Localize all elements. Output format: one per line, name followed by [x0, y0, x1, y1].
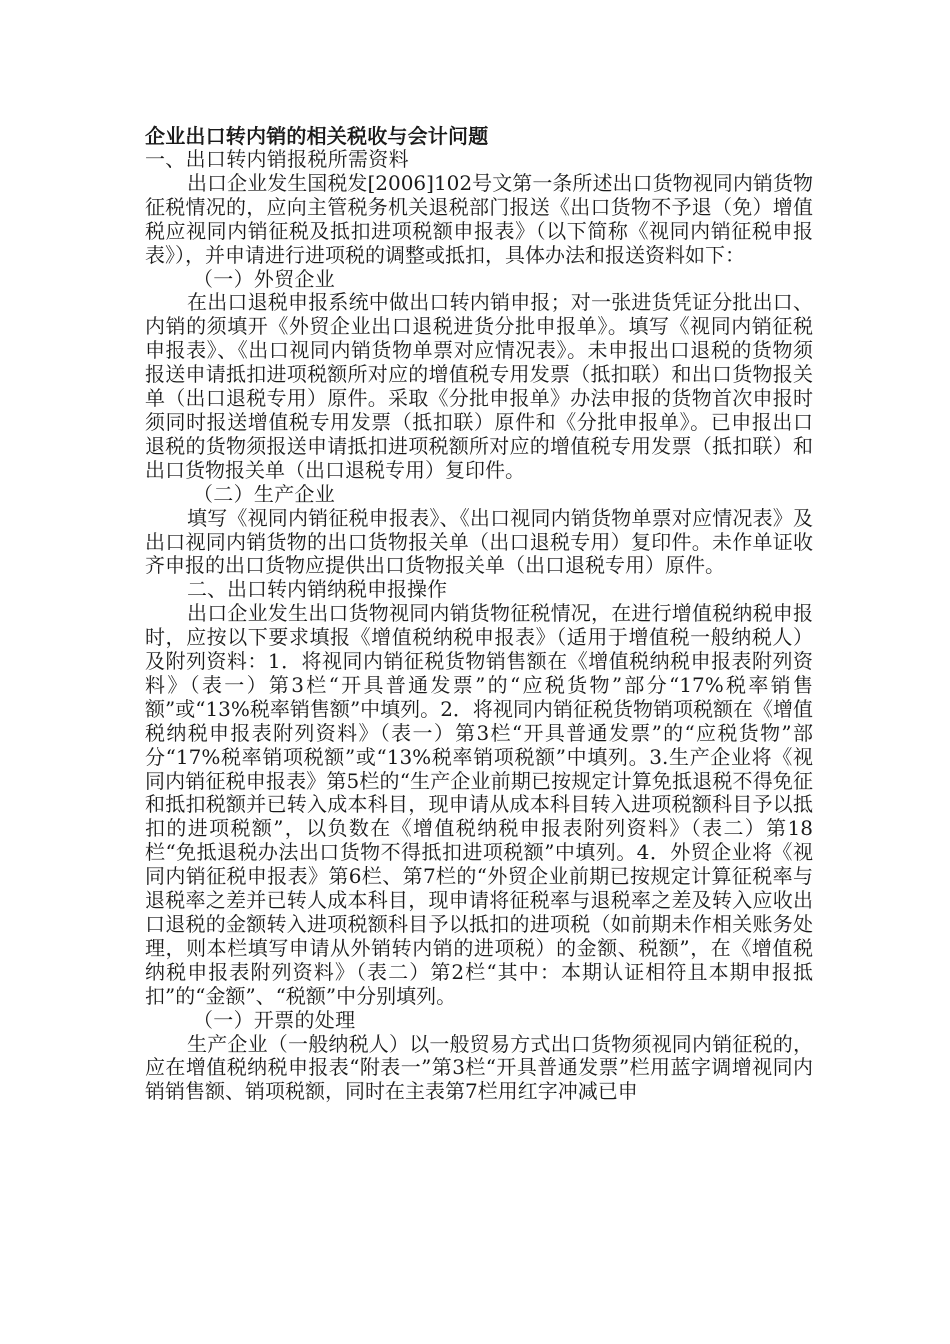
section-heading-2: 二、出口转内销纳税申报操作 [187, 577, 447, 602]
paragraph-foreign-trade: 在出口退税申报系统中做出口转内销申报；对一张进货凭证分批出口、内销的须填开《外贸企业出口退税进货分批申报单》。填写《视同内销征税申报表》、《出口视同内销货物单票对应情况表》。未申报出口退税的货物须报送申请抵扣进项税额所对应的增值税专用发票（抵扣联）和出口货物报关单（出口退税专用）原件。采取《分批申报单》办法申报的货物首次申报时须同时报送增值税专用发票（抵扣联）原件和《分批申报单》。已申报出口退税的货物须报送申请抵扣进项税额所对应的增值税专用发票（抵扣联）和出口货物报关单（出口退税专用）复印件。 [145, 290, 813, 482]
document-title: 企业出口转内销的相关税收与会计问题 [145, 124, 489, 148]
paragraph-production: 填写《视同内销征税申报表》、《出口视同内销货物单票对应情况表》及出口视同内销货物的出口货物报关单（出口退税专用）复印件。未作单证收齐申报的出口货物应提供出口货物报关单（出口退税专用）原件。 [145, 505, 813, 578]
paragraph-intro: 出口企业发生国税发[2006]102号文第一条所述出口货物视同内销货物征税情况的，应向主管税务机关退税部门报送《出口货物不予退（免）增值税应视同内销征税及抵扣进项税额申报表》（以下简称《视同内销征税申报表》），并申请进行进项税的调整或抵扣，具体办法和报送资料如下： [145, 170, 813, 267]
section-heading-1: 一、出口转内销报税所需资料 [145, 147, 409, 171]
paragraph-declaration: 出口企业发生出口货物视同内销货物征税情况，在进行增值税纳税申报时，应按以下要求填报《增值税纳税申报表》（适用于增值税一般纳税人）及附列资料：1．将视同内销征税货物销售额在《增值税纳税申报表附列资料》（表一）第3栏“开具普通发票”的“应税货物”部分“17%税率销售额”或“13%税率销售额”中填列。2．将视同内销征税货物销项税额在《增值税纳税申报表附列资料》（表一）第3栏“开具普通发票”的“应税货物”部分“17%税率销项税额”或“13%税率销项税额”中填列。3.生产企业将《视同内销征税申报表》第5栏的“生产企业前期已按规定计算免抵退税不得免征和抵扣税额并已转入成本科目，现申请从成本科目转入进项税额科目予以抵扣的进项税额”，以负数在《增值税纳税申报表附列资料》（表二）第18栏“免抵退税办法出口货物不得抵扣进项税额”中填列。4．外贸企业将《视同内销征税申报表》第6栏、第7栏的“外贸企业前期已按规定计算征税率与退税率之差并已转人成本科目，现申请将征税率与退税率之差及转入应收出口退税的金额转入进项税额科目予以抵扣的进项税（如前期未作相关账务处理，则本栏填写申请从外销转内销的进项税）的金额、税额”，在《增值税纳税申报表附列资料》（表二）第2栏“其中：本期认证相符且本期申报抵扣”的“金额”、“税额”中分别填列。 [145, 601, 813, 1008]
paragraph-invoicing: 生产企业（一般纳税人）以一般贸易方式出口货物须视同内销征税的，应在增值税纳税申报表“附表一”第3栏“开具普通发票”栏用蓝字调增视同内销销售额、销项税额，同时在主表第7栏用红字冲减已申 [145, 1031, 813, 1104]
subheading-foreign-trade: （一）外贸企业 [193, 266, 336, 291]
subheading-invoicing: （一）开票的处理 [193, 1007, 356, 1032]
document-page [145, 124, 813, 1104]
subheading-production: （二）生产企业 [193, 481, 336, 506]
